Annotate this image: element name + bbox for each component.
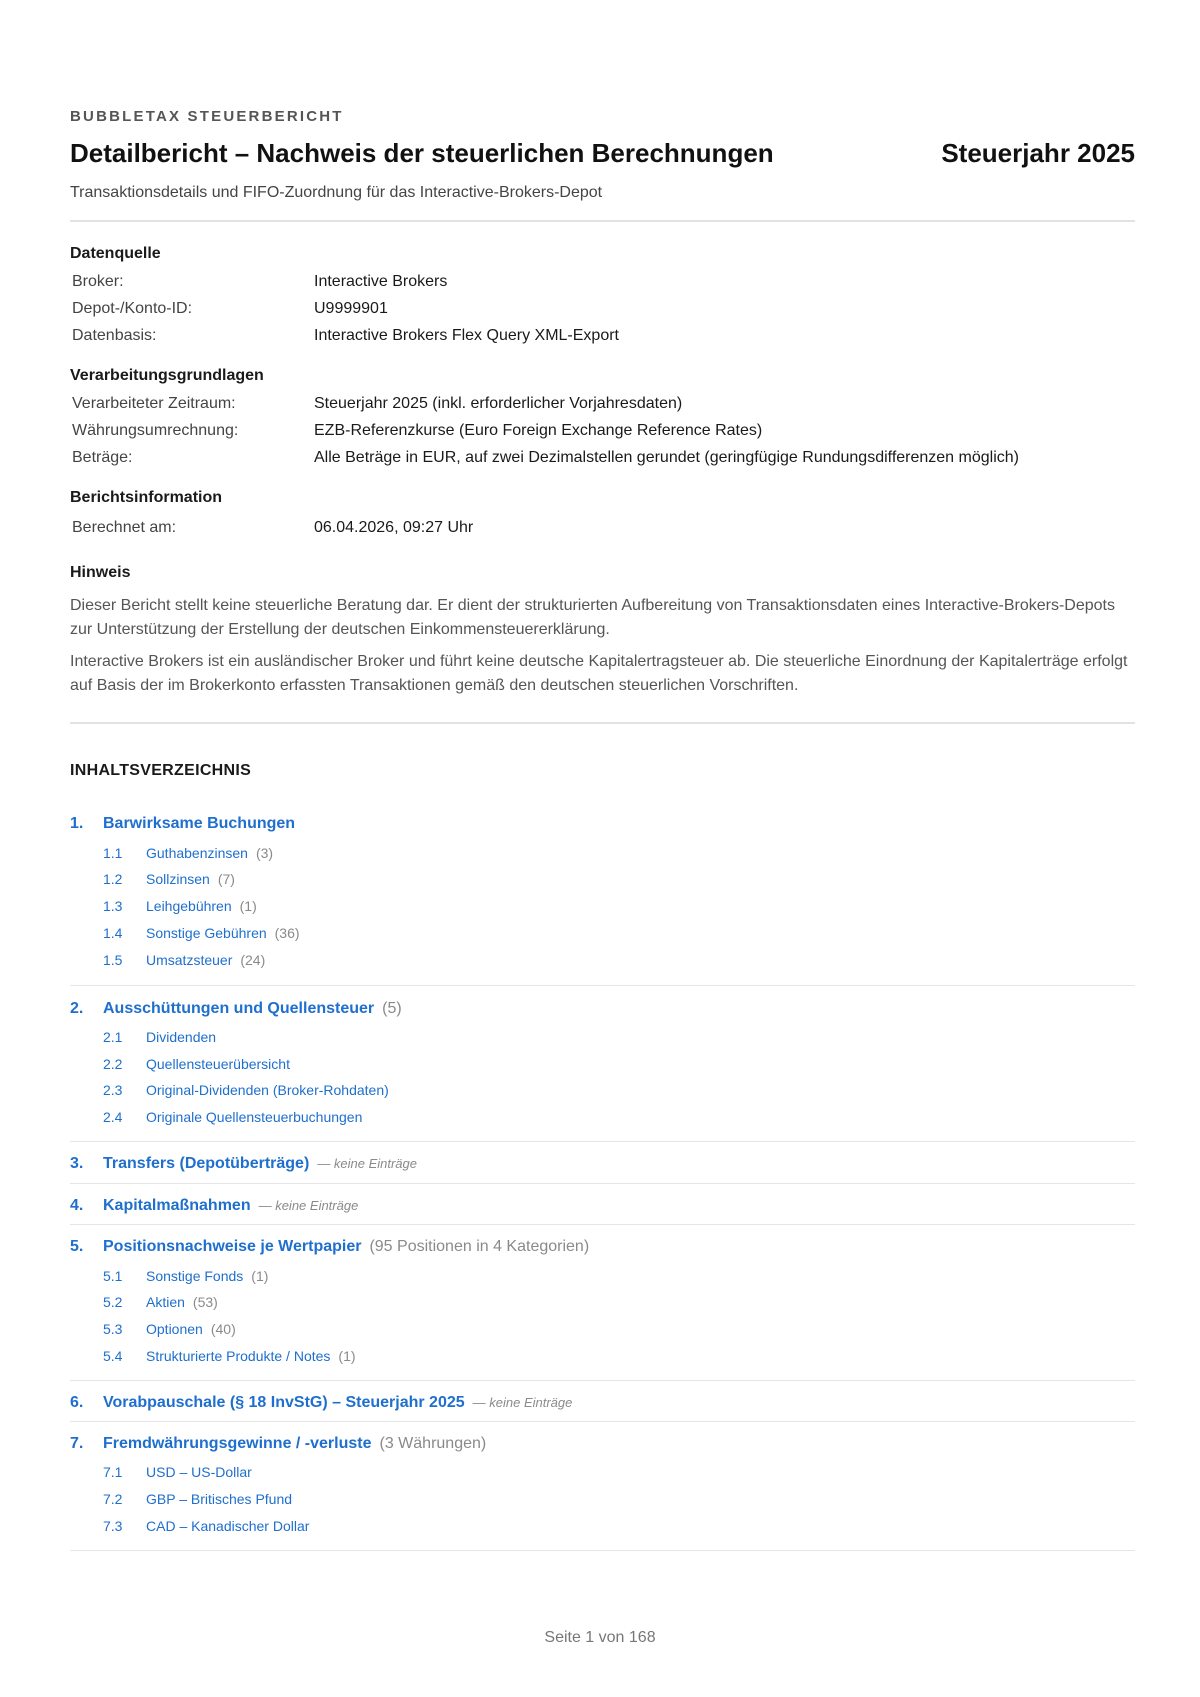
toc-divider bbox=[70, 1224, 1135, 1225]
toc-subsection-link[interactable]: Optionen bbox=[146, 1321, 203, 1337]
toc-section-number: 2. bbox=[70, 1000, 84, 1017]
toc-section-number: 4. bbox=[70, 1197, 84, 1214]
info-value: U9999901 bbox=[314, 300, 388, 317]
toc-subsection-number: 5.3 bbox=[103, 1321, 123, 1337]
info-row bbox=[70, 395, 1135, 422]
info-label: Datenbasis: bbox=[72, 327, 157, 344]
toc-section-link[interactable]: Transfers (Depotüberträge) bbox=[103, 1155, 310, 1172]
info-row bbox=[70, 449, 1135, 476]
toc-subsection-number: 2.1 bbox=[103, 1029, 123, 1045]
toc-subsection-link[interactable]: Guthabenzinsen bbox=[146, 845, 248, 861]
info-label: Depot-/Konto-ID: bbox=[72, 300, 193, 317]
toc-divider bbox=[70, 1380, 1135, 1381]
tax-year: Steuerjahr 2025 bbox=[941, 138, 1135, 168]
toc-subsection-number: 2.2 bbox=[103, 1056, 123, 1072]
toc-subsection-number: 5.4 bbox=[103, 1348, 123, 1364]
info-value: Interactive Brokers Flex Query XML-Export bbox=[314, 327, 619, 344]
toc-subsection-link[interactable]: USD – US-Dollar bbox=[146, 1464, 252, 1480]
toc-count: (40) bbox=[210, 1321, 236, 1337]
page-number: Seite 1 von 168 bbox=[544, 1629, 656, 1646]
toc-section-link[interactable]: Fremdwährungsgewinne / -verluste bbox=[103, 1435, 372, 1452]
toc-count: (3) bbox=[255, 845, 274, 861]
toc-subsection-link[interactable]: Originale Quellensteuerbuchungen bbox=[146, 1109, 363, 1125]
toc-subsection-link[interactable]: Strukturierte Produkte / Notes bbox=[146, 1348, 331, 1364]
toc-section-link[interactable]: Positionsnachweise je Wertpapier bbox=[103, 1238, 362, 1255]
toc-count: (1) bbox=[251, 1268, 269, 1284]
toc-subsection-link[interactable]: Umsatzsteuer bbox=[146, 952, 233, 968]
toc-divider bbox=[70, 1550, 1135, 1551]
toc-divider bbox=[70, 1421, 1135, 1422]
toc-count: (5) bbox=[382, 1000, 402, 1017]
toc-section-link[interactable]: Vorabpauschale (§ 18 InvStG) – Steuerjahr 2025 bbox=[103, 1394, 465, 1411]
toc-count: (24) bbox=[240, 952, 266, 968]
toc-subsection-link[interactable]: Sollzinsen bbox=[146, 871, 210, 887]
toc-section-number: 6. bbox=[70, 1394, 84, 1411]
hinweis-paragraph: Interactive Brokers ist ein ausländischer Broker und führt keine deutsche Kapitalertragsteuer ab. Die steuerliche Einordnung der Kapitalerträge erfolgt auf Basis der im Brokerkonto erfassten Transaktionen gemäß den deutschen steuerlichen Vorschriften. bbox=[70, 653, 1128, 694]
info-label: Beträge: bbox=[72, 449, 133, 466]
toc-divider bbox=[70, 1183, 1135, 1184]
intro-divider bbox=[70, 722, 1135, 724]
toc-subsection-number: 7.3 bbox=[103, 1518, 123, 1534]
toc-section-number: 1. bbox=[70, 815, 84, 832]
toc-section-number: 7. bbox=[70, 1435, 84, 1452]
toc-count: (36) bbox=[274, 925, 300, 941]
toc-subsection-number: 2.3 bbox=[103, 1082, 123, 1098]
toc-subsection-link[interactable]: Leihgebühren bbox=[146, 898, 232, 914]
info-label: Broker: bbox=[72, 273, 124, 290]
toc-subsection-link[interactable]: GBP – Britisches Pfund bbox=[146, 1491, 293, 1507]
report-title: Detailbericht – Nachweis der steuerlichen Berechnungen bbox=[70, 138, 774, 168]
section-heading-datenquelle: Datenquelle bbox=[70, 245, 161, 262]
header-divider bbox=[70, 220, 1135, 222]
toc-subsection-number: 1.1 bbox=[103, 845, 123, 861]
info-label: Berechnet am: bbox=[72, 519, 177, 536]
toc-empty-note: — keine Einträge bbox=[258, 1198, 359, 1213]
info-label: Währungsumrechnung: bbox=[72, 422, 239, 439]
toc-count: (53) bbox=[192, 1294, 218, 1310]
section-heading-hinweis: Hinweis bbox=[70, 564, 131, 581]
info-row bbox=[70, 273, 1135, 300]
info-row bbox=[70, 327, 1135, 354]
toc-subsection-link[interactable]: Aktien bbox=[146, 1294, 185, 1310]
toc-count: (95 Positionen in 4 Kategorien) bbox=[369, 1238, 590, 1255]
toc-subsection-link[interactable]: Sonstige Gebühren bbox=[146, 925, 267, 941]
toc-divider bbox=[70, 1141, 1135, 1142]
toc-subsection-number: 7.2 bbox=[103, 1491, 123, 1507]
info-value: Alle Beträge in EUR, auf zwei Dezimalstellen gerundet (geringfügige Rundungsdifferenzen möglich) bbox=[314, 449, 1019, 466]
toc-empty-note: — keine Einträge bbox=[472, 1395, 573, 1410]
toc-title: INHALTSVERZEICHNIS bbox=[70, 762, 252, 779]
toc-subsection-link[interactable]: Dividenden bbox=[146, 1029, 217, 1045]
toc-subsection-number: 1.4 bbox=[103, 925, 123, 941]
toc-subsection-number: 1.2 bbox=[103, 871, 123, 887]
toc-subsection-link[interactable]: Quellensteuerübersicht bbox=[146, 1056, 290, 1072]
toc-subsection-number: 1.3 bbox=[103, 898, 123, 914]
brand-label: BUBBLETAX STEUERBERICHT bbox=[70, 108, 344, 125]
report-subtitle: Transaktionsdetails und FIFO-Zuordnung für das Interactive-Brokers-Depot bbox=[70, 184, 603, 201]
toc-subsection-number: 5.1 bbox=[103, 1268, 123, 1284]
toc-subsection-link[interactable]: CAD – Kanadischer Dollar bbox=[146, 1518, 310, 1534]
toc-section-link[interactable]: Ausschüttungen und Quellensteuer bbox=[103, 1000, 375, 1017]
info-value: Interactive Brokers bbox=[314, 273, 448, 290]
hinweis-paragraph: Dieser Bericht stellt keine steuerliche Beratung dar. Er dient der strukturierten Aufbereitung von Transaktionsdaten eines Interactive-Brokers-Depots zur Unterstützung der Erstellung der deutschen Einkommensteuererklärung. bbox=[70, 597, 1115, 638]
toc-count: (1) bbox=[338, 1348, 356, 1364]
toc-subsection-number: 1.5 bbox=[103, 952, 123, 968]
toc-section-number: 3. bbox=[70, 1155, 84, 1172]
info-value: Steuerjahr 2025 (inkl. erforderlicher Vorjahresdaten) bbox=[314, 395, 683, 412]
toc-divider bbox=[70, 985, 1135, 986]
toc-count: (3 Währungen) bbox=[379, 1435, 487, 1452]
info-value: 06.04.2026, 09:27 Uhr bbox=[314, 519, 474, 536]
toc-subsection-link[interactable]: Sonstige Fonds bbox=[146, 1268, 244, 1284]
info-row bbox=[70, 422, 1135, 449]
toc-count: (1) bbox=[239, 898, 257, 914]
toc-section-link[interactable]: Barwirksame Buchungen bbox=[103, 815, 296, 832]
toc-count: (7) bbox=[217, 871, 235, 887]
info-value: EZB-Referenzkurse (Euro Foreign Exchange Reference Rates) bbox=[314, 422, 763, 439]
info-row bbox=[70, 300, 1135, 327]
section-heading-verarbeitung: Verarbeitungsgrundlagen bbox=[70, 367, 264, 384]
toc-subsection-link[interactable]: Original-Dividenden (Broker-Rohdaten) bbox=[146, 1082, 389, 1098]
section-heading-berichtsinfo: Berichtsinformation bbox=[70, 489, 223, 506]
toc-empty-note: — keine Einträge bbox=[317, 1156, 417, 1171]
toc-subsection-number: 7.1 bbox=[103, 1464, 123, 1480]
toc-section-number: 5. bbox=[70, 1238, 84, 1255]
toc-section-link[interactable]: Kapitalmaßnahmen bbox=[103, 1197, 251, 1214]
info-row bbox=[70, 519, 1135, 546]
info-label: Verarbeiteter Zeitraum: bbox=[72, 395, 236, 412]
toc-subsection-number: 5.2 bbox=[103, 1294, 123, 1310]
toc-subsection-number: 2.4 bbox=[103, 1109, 123, 1125]
